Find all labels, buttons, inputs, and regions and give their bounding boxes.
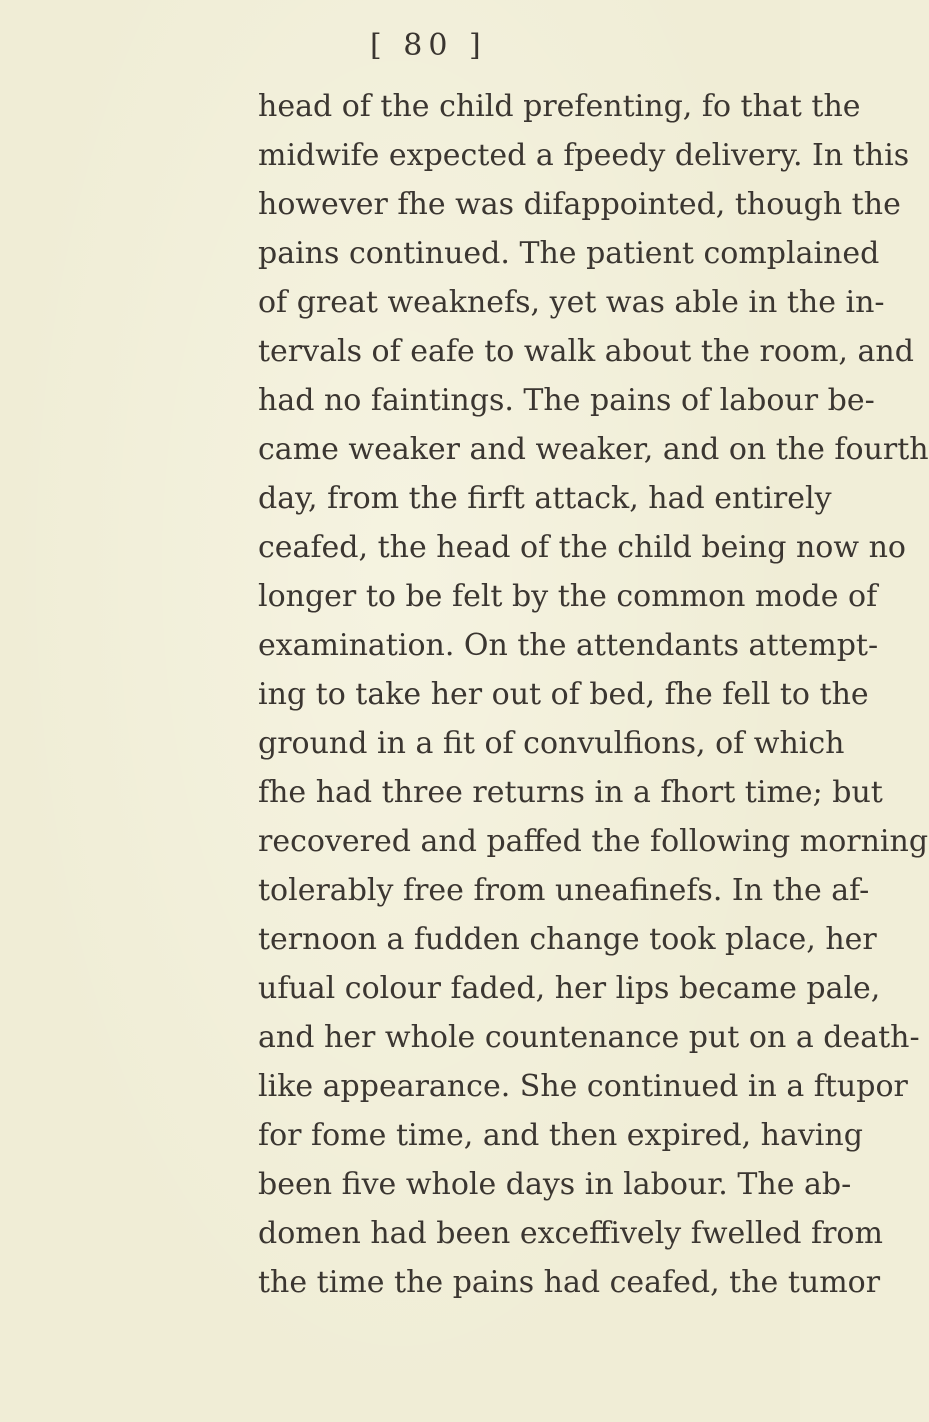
text-line: ceafed, the head of the child being now no [258,530,906,565]
text-line: domen had been exceffively fwelled from [258,1216,883,1251]
text-line: day, from the firft attack, had entirely [258,481,832,516]
text-line: like appearance. She continued in a ftupor [258,1069,908,1104]
text-line: midwife expected a fpeedy delivery. In this [258,138,910,173]
text-line: the time the pains had ceafed, the tumor [258,1265,881,1300]
text-line: for fome time, and then expired, having [258,1118,863,1153]
text-line: head of the child prefenting, fo that the [258,89,861,124]
text-line: fhe had three returns in a fhort time; but [258,775,883,810]
text-line: been five whole days in labour. The ab- [258,1167,852,1202]
text-line: had no faintings. The pains of labour be- [258,383,875,418]
text-line: recovered and paffed the following morning [258,824,929,859]
text-line: tolerably free from uneafinefs. In the af- [258,873,870,908]
text-line: tervals of eafe to walk about the room, and [258,334,914,369]
text-line: ternoon a fudden change took place, her [258,922,877,957]
page-number: [ 80 ] [370,28,487,63]
text-line: ing to take her out of bed, fhe fell to the [258,677,869,712]
text-line: pains continued. The patient complained [258,236,880,271]
text-line: examination. On the attendants attempt- [258,628,879,663]
text-line: and her whole countenance put on a death- [258,1020,920,1055]
text-line: longer to be felt by the common mode of [258,579,878,614]
text-line: of great weaknefs, yet was able in the in- [258,285,885,320]
body-text [258,82,929,1307]
text-line: ground in a fit of convulfions, of which [258,726,845,761]
text-line: ufual colour faded, her lips became pale, [258,971,881,1006]
text-line: came weaker and weaker, and on the fourth [258,432,929,467]
text-line: however fhe was difappointed, though the [258,187,901,222]
